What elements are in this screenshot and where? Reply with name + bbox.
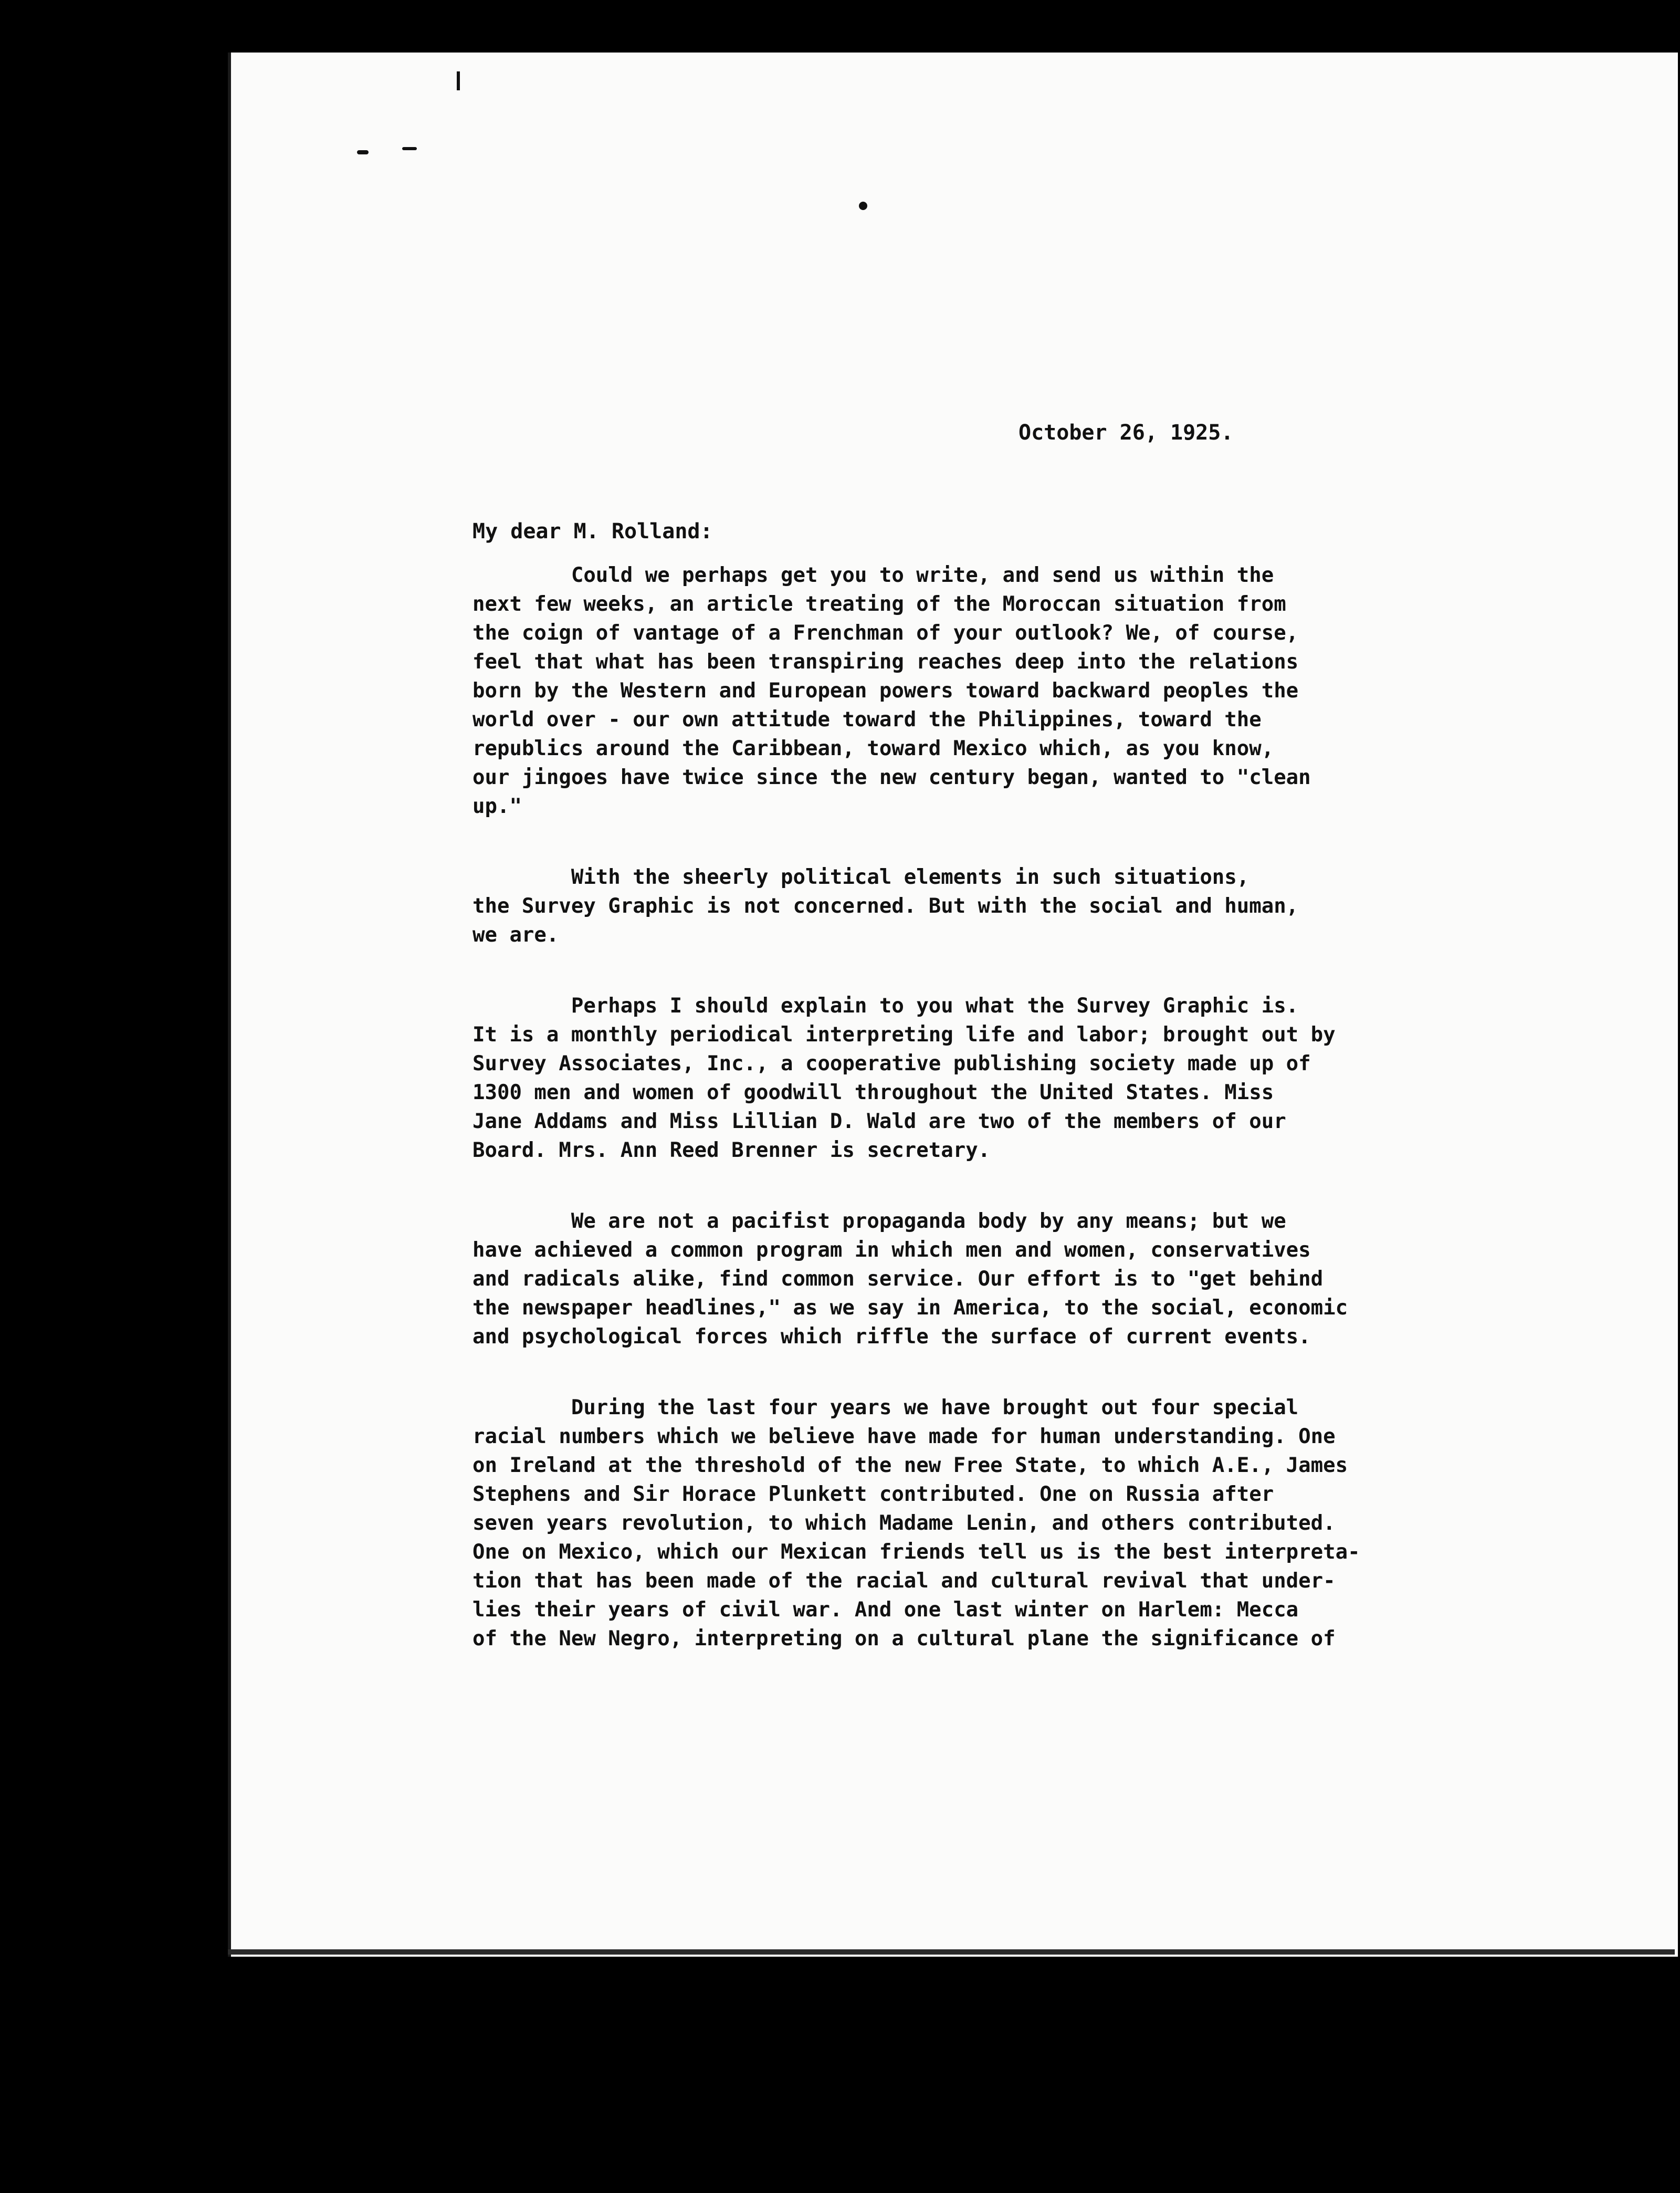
text-line: tion that has been made of the racial and cultural revival that under- [472, 1569, 1336, 1593]
text-line: One on Mexico, which our Mexican friends tell us is the best interpreta- [472, 1540, 1360, 1564]
page-bottom-edge [228, 1949, 1675, 1955]
text-line: seven years revolution, to which Madame Lenin, and others contributed. [472, 1511, 1336, 1535]
text-line: republics around the Caribbean, toward Mexico which, as you know, [472, 737, 1274, 760]
text-line: of the New Negro, interpreting on a cultural plane the significance of [472, 1627, 1336, 1651]
text-line: Could we perhaps get you to write, and send us within the [472, 563, 1274, 587]
text-line: With the sheerly political elements in such situations, [472, 865, 1250, 889]
paragraph [472, 1393, 1438, 1653]
paragraph [472, 561, 1438, 821]
text-line: born by the Western and European powers toward backward peoples the [472, 679, 1299, 703]
paragraph [472, 863, 1438, 949]
ink-mark [457, 71, 460, 90]
ink-mark [357, 150, 369, 154]
paragraph [472, 1207, 1438, 1351]
text-line: the newspaper headlines," as we say in America, to the social, economic [472, 1296, 1348, 1320]
text-line: Board. Mrs. Ann Reed Brenner is secretary. [472, 1139, 991, 1162]
text-line: the coign of vantage of a Frenchman of your outlook? We, of course, [472, 621, 1299, 645]
text-line: world over - our own attitude toward the Philippines, toward the [472, 708, 1262, 732]
paragraph [472, 991, 1438, 1165]
text-line: 1300 men and women of goodwill throughout the United States. Miss [472, 1081, 1274, 1104]
text-line: We are not a pacifist propaganda body by any means; but we [472, 1209, 1286, 1233]
text-line: racial numbers which we believe have made for human understanding. One [472, 1425, 1336, 1448]
text-line: Perhaps I should explain to you what the Survey Graphic is. [472, 994, 1299, 1018]
ink-mark [859, 202, 867, 210]
text-line: lies their years of civil war. And one last winter on Harlem: Mecca [472, 1598, 1299, 1622]
letter-salutation: My dear M. Rolland: [472, 519, 713, 544]
text-line: Jane Addams and Miss Lillian D. Wald are two of the members of our [472, 1110, 1286, 1133]
text-line: our jingoes have twice since the new century began, wanted to "clean [472, 766, 1311, 789]
text-line: feel that what has been transpiring reaches deep into the relations [472, 650, 1299, 674]
text-line: and psychological forces which riffle the surface of current events. [472, 1325, 1311, 1349]
text-line: next few weeks, an article treating of the Moroccan situation from [472, 592, 1286, 616]
text-line: on Ireland at the threshold of the new Free State, to which A.E., James [472, 1454, 1348, 1477]
text-line: During the last four years we have brought out four special [472, 1396, 1299, 1419]
text-line: Stephens and Sir Horace Plunkett contributed. One on Russia after [472, 1482, 1274, 1506]
text-line: have achieved a common program in which men and women, conservatives [472, 1238, 1311, 1262]
text-line: we are. [472, 923, 559, 947]
text-line: up." [472, 795, 522, 818]
text-line: the Survey Graphic is not concerned. But with the social and human, [472, 894, 1299, 918]
letter-date: October 26, 1925. [1018, 421, 1234, 445]
text-line: It is a monthly periodical interpreting life and labor; brought out by [472, 1023, 1336, 1047]
ink-mark [402, 147, 417, 150]
letter-body [472, 561, 1438, 1695]
text-line: and radicals alike, find common service. Our effort is to "get behind [472, 1267, 1324, 1291]
text-line: Survey Associates, Inc., a cooperative publishing society made up of [472, 1052, 1311, 1075]
